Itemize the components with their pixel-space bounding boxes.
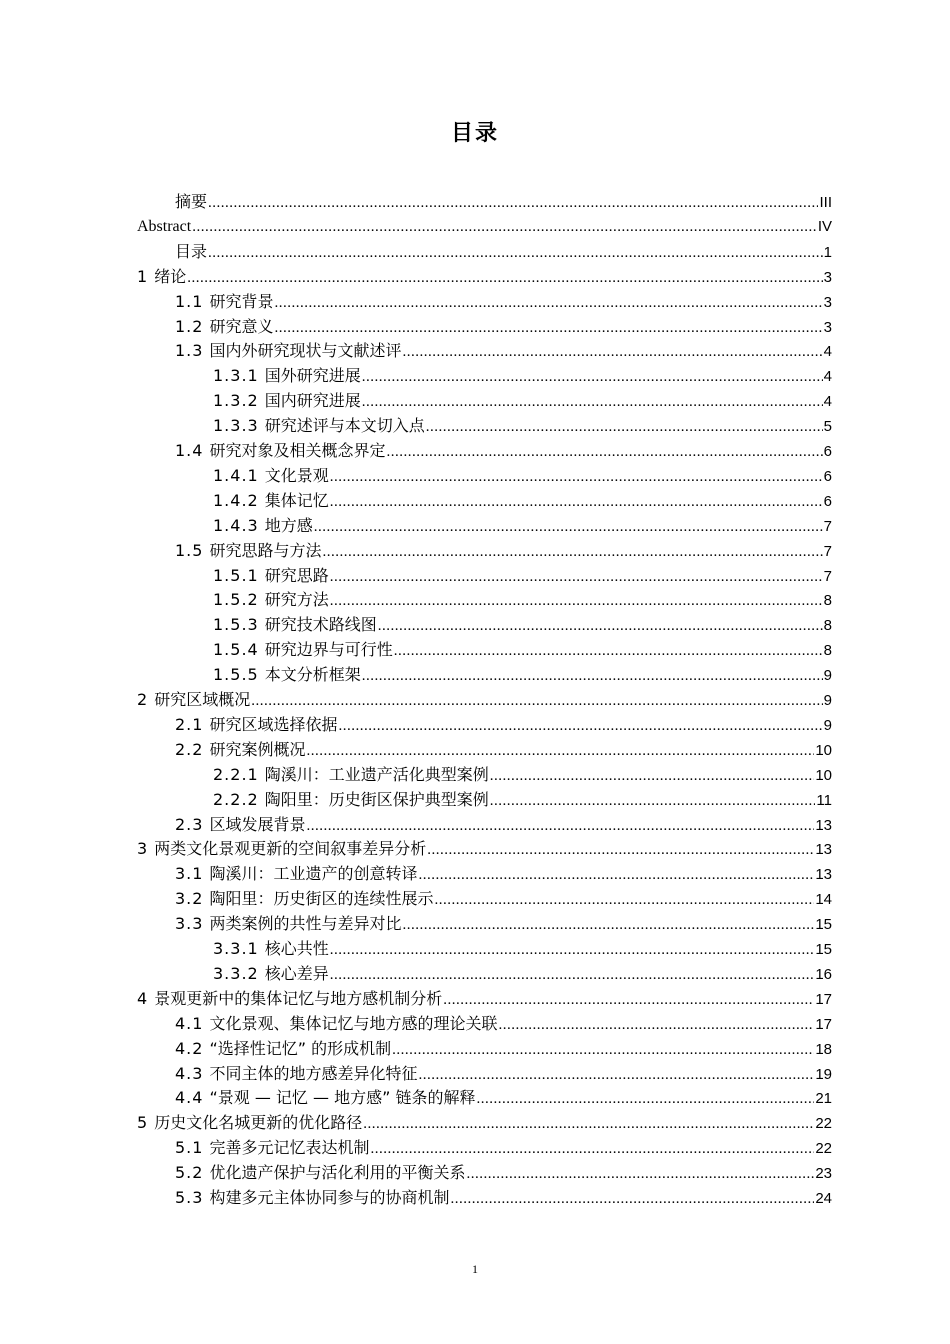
toc-entry[interactable] — [213, 564, 832, 588]
toc-entry-title: 本文分析框架 — [264, 665, 361, 685]
dot-leader — [490, 764, 815, 788]
toc-entry-number: 1.4 — [175, 441, 204, 460]
toc-entry-number: 2.2 — [175, 739, 204, 759]
dot-leader — [418, 1063, 814, 1087]
toc-entry-number: 1.5.3 — [213, 615, 259, 635]
toc-entry-page: 13 — [815, 841, 832, 859]
toc-entry[interactable] — [175, 1012, 832, 1036]
toc-entry-page: 22 — [815, 1140, 832, 1158]
toc-entry-page: III — [819, 194, 832, 211]
toc-entry[interactable] — [213, 638, 832, 662]
toc-entry-title: 研究意义 — [209, 316, 274, 336]
toc-entry-page: 14 — [815, 891, 832, 909]
toc-entry[interactable] — [175, 539, 832, 563]
toc-entry-number: 1.4.3 — [213, 515, 259, 535]
dot-leader — [362, 664, 823, 688]
dot-leader — [330, 938, 815, 962]
toc-entry[interactable] — [137, 215, 832, 239]
dot-leader — [476, 1087, 814, 1111]
toc-entry-page: 3 — [823, 293, 832, 311]
toc-entry[interactable] — [213, 464, 832, 488]
dot-leader — [330, 963, 815, 987]
toc-entry-page: 15 — [815, 916, 832, 934]
dot-leader — [330, 565, 823, 589]
toc-entry-page: 3 — [823, 268, 832, 286]
toc-entry-page: 7 — [823, 542, 832, 560]
toc-entry-number: 4.2 — [175, 1038, 204, 1058]
toc-entry-number: 1.5.2 — [213, 590, 259, 610]
toc-entry-title: 研究技术路线图 — [264, 615, 377, 635]
toc-entry-number: 2.2.1 — [213, 764, 259, 784]
toc-entry-title: 研究案例概况 — [209, 739, 306, 759]
toc-entry-title: 研究区域选择依据 — [209, 714, 338, 734]
toc-entry-number: 1.5.4 — [213, 640, 259, 660]
toc-entry-page: 22 — [815, 1115, 832, 1133]
toc-entry[interactable] — [213, 613, 832, 637]
toc-entry-number: 3.3 — [175, 914, 204, 934]
toc-entry-title: 绪论 — [154, 266, 187, 286]
toc-entry[interactable] — [213, 489, 832, 513]
toc-entry[interactable] — [175, 339, 832, 363]
toc-entry-number: 1.3.1 — [213, 366, 259, 386]
toc-entry-title: Abstract — [137, 217, 192, 235]
toc-entry-number: 4.1 — [175, 1013, 204, 1033]
toc-entry-page: 9 — [823, 667, 832, 685]
toc-entry-number: 1.4.2 — [213, 490, 259, 510]
toc-entry-number: 1 — [137, 266, 149, 286]
toc-entry[interactable] — [137, 688, 832, 712]
dot-leader — [192, 215, 817, 239]
toc-entry[interactable] — [175, 1086, 832, 1110]
toc-entry[interactable] — [213, 962, 832, 986]
dot-leader — [330, 490, 823, 514]
toc-entry[interactable] — [213, 588, 832, 612]
dot-leader — [443, 988, 814, 1012]
toc-entry-page: 18 — [815, 1040, 832, 1058]
toc-entry[interactable] — [175, 439, 832, 463]
toc-entry-title: 国内外研究现状与文献述评 — [209, 341, 402, 361]
toc-entry-number: 2.3 — [175, 814, 204, 834]
dot-leader — [378, 614, 823, 638]
toc-entry-title: 国外研究进展 — [264, 366, 361, 386]
toc-entry-title: 文化景观 — [264, 465, 329, 485]
toc-entry-number: 1.5 — [175, 540, 204, 560]
toc-entry-title: 核心差异 — [264, 963, 329, 983]
toc-entry[interactable] — [213, 763, 832, 787]
toc-entry-page: 9 — [823, 716, 832, 734]
toc-entry-title: 构建多元主体协同参与的协商机制 — [209, 1188, 450, 1207]
toc-entry-title: 集体记忆 — [264, 490, 329, 510]
toc-entry[interactable] — [175, 1161, 832, 1185]
dot-leader — [450, 1187, 814, 1211]
toc-entry-page: 13 — [815, 866, 832, 884]
toc-entry-title: 研究区域概况 — [154, 690, 251, 709]
toc-entry-title: 两类文化景观更新的空间叙事差异分析 — [154, 839, 427, 859]
dot-leader — [330, 589, 823, 613]
toc-entry-number: 3.2 — [175, 889, 204, 909]
toc-entry-title: 陶阳里：历史街区的连续性展示 — [209, 889, 434, 909]
dot-leader — [322, 540, 822, 564]
toc-entry-number: 1.5.1 — [213, 565, 259, 585]
toc-entry[interactable] — [175, 813, 832, 837]
dot-leader — [490, 789, 816, 813]
dot-leader — [363, 1112, 814, 1136]
toc-entry-page: IV — [817, 217, 832, 235]
toc-entry-title: 核心共性 — [264, 939, 329, 958]
toc-entry-number: 4.4 — [175, 1088, 204, 1108]
toc-entry-page: 19 — [815, 1065, 832, 1083]
toc-entry[interactable] — [175, 887, 832, 911]
toc-entry-page: 1 — [823, 243, 832, 261]
toc-entry-page: 15 — [815, 941, 832, 958]
toc-entry-number: 1.1 — [175, 291, 204, 311]
dot-leader — [187, 266, 822, 290]
toc-entry-title: 景观更新中的集体记忆与地方感机制分析 — [154, 988, 443, 1008]
toc-entry-number: 3.3.2 — [213, 963, 259, 983]
toc-entry-page: 8 — [823, 617, 832, 635]
page-number: 1 — [472, 1262, 478, 1276]
toc-entry-number: 2 — [137, 690, 149, 709]
toc-entry-number: 2.1 — [175, 714, 204, 734]
toc-entry-page: 4 — [823, 368, 832, 386]
dot-leader — [251, 689, 822, 713]
toc-entry-title: 区域发展背景 — [209, 814, 306, 834]
toc-entry-page: 5 — [823, 418, 832, 436]
toc-entry-page: 6 — [823, 467, 832, 485]
toc-entry-title: 研究思路 — [264, 565, 329, 585]
toc-entry-page: 8 — [823, 592, 832, 610]
toc-entry-number: 1.5.5 — [213, 665, 259, 685]
toc-entry-page: 3 — [823, 318, 832, 336]
dot-leader — [274, 291, 822, 315]
toc-entry[interactable] — [213, 937, 832, 961]
toc-entry-title: 陶阳里：历史街区保护典型案例 — [264, 789, 489, 809]
toc-entry-page: 7 — [823, 567, 832, 585]
toc-entry-page: 9 — [823, 692, 832, 709]
toc-entry-title: “景观 — 记忆 — 地方感” 链条的解释 — [209, 1088, 476, 1108]
dot-leader — [370, 1137, 814, 1161]
toc-entry-page: 21 — [815, 1090, 832, 1108]
dot-leader — [466, 1162, 814, 1186]
toc-entry-title: 地方感 — [264, 515, 313, 535]
toc-entry-page: 16 — [815, 965, 832, 983]
page-title: 目录 — [450, 121, 499, 146]
toc-entry-number: 5.1 — [175, 1138, 204, 1158]
toc-entry-number: 5.2 — [175, 1163, 204, 1183]
dot-leader — [314, 515, 823, 539]
toc-entry-title: 研究思路与方法 — [209, 540, 322, 560]
toc-entry-number: 4.3 — [175, 1063, 204, 1083]
toc-entry-page: 23 — [815, 1165, 832, 1183]
dot-leader — [362, 365, 823, 389]
toc-entry-title: “选择性记忆” 的形成机制 — [209, 1038, 392, 1058]
dot-leader — [306, 739, 814, 763]
toc-entry-page: 4 — [823, 343, 832, 361]
dot-leader — [208, 241, 823, 265]
toc-entry[interactable] — [175, 862, 832, 886]
toc-entry-title: 两类案例的共性与差异对比 — [209, 914, 402, 934]
toc-entry-page: 7 — [823, 517, 832, 535]
toc-entry[interactable] — [137, 837, 832, 861]
toc-entry[interactable] — [213, 389, 832, 413]
dot-leader — [498, 1013, 814, 1037]
toc-entry-title: 不同主体的地方感差异化特征 — [209, 1063, 418, 1083]
dot-leader — [418, 863, 814, 887]
toc-entry-title: 完善多元记忆表达机制 — [209, 1138, 370, 1158]
dot-leader — [402, 913, 814, 937]
toc-entry-title: 历史文化名城更新的优化路径 — [154, 1113, 363, 1133]
dot-leader — [427, 838, 814, 862]
toc-entry-page: 10 — [815, 741, 832, 759]
dot-leader — [306, 814, 814, 838]
toc-entry[interactable] — [213, 788, 832, 812]
toc-entry-number: 1.3.2 — [213, 391, 259, 411]
toc-entry-page: 24 — [815, 1190, 832, 1207]
toc-entry[interactable] — [175, 240, 832, 264]
toc-entry-number: 5 — [137, 1113, 149, 1133]
toc-entry-title: 研究方法 — [264, 590, 329, 610]
toc-entry-page: 6 — [823, 443, 832, 460]
toc-entry[interactable] — [175, 1037, 832, 1061]
toc-entry[interactable] — [175, 713, 832, 737]
toc-entry[interactable] — [175, 1136, 832, 1160]
toc-entry-title: 目录 — [175, 241, 208, 261]
toc-entry-title: 文化景观、集体记忆与地方感的理论关联 — [209, 1013, 498, 1033]
toc-entry-title: 陶溪川：工业遗产活化典型案例 — [264, 764, 489, 784]
toc-entry[interactable] — [137, 265, 832, 289]
toc-entry[interactable] — [213, 364, 832, 388]
toc-entry-title: 研究对象及相关概念界定 — [209, 441, 386, 460]
toc-entry[interactable] — [175, 290, 832, 314]
toc-entry[interactable] — [175, 190, 832, 214]
toc-entry[interactable] — [213, 514, 832, 538]
toc-entry-number: 2.2.2 — [213, 789, 259, 809]
toc-entry-number: 3.1 — [175, 864, 204, 884]
dot-leader — [434, 888, 814, 912]
toc-entry[interactable] — [213, 663, 832, 687]
toc-entry-page: 17 — [815, 990, 832, 1008]
toc-entry-page: 4 — [823, 393, 832, 411]
toc-entry-page: 8 — [823, 642, 832, 660]
toc-entry-title: 研究边界与可行性 — [264, 640, 393, 660]
toc-entry-title: 优化遗产保护与活化利用的平衡关系 — [209, 1163, 466, 1183]
toc-entry-title: 研究背景 — [209, 291, 274, 311]
dot-leader — [338, 714, 822, 738]
toc-entry-page: 6 — [823, 492, 832, 510]
dot-leader — [394, 639, 823, 663]
toc-entry[interactable] — [175, 315, 832, 339]
toc-entry-page: 10 — [815, 766, 832, 784]
toc-entry[interactable] — [137, 987, 832, 1011]
toc-entry-page: 17 — [815, 1015, 832, 1033]
dot-leader — [402, 340, 822, 364]
dot-leader — [392, 1038, 814, 1062]
toc-entry[interactable] — [175, 1062, 832, 1086]
toc-entry[interactable] — [175, 912, 832, 936]
toc-entry[interactable] — [137, 1111, 832, 1135]
toc-entry-title: 陶溪川：工业遗产的创意转译 — [209, 864, 418, 884]
toc-entry-number: 3.3.1 — [213, 939, 259, 958]
toc-entry-number: 1.2 — [175, 316, 204, 336]
toc-entry[interactable] — [213, 414, 832, 438]
dot-leader — [274, 316, 822, 340]
toc-entry-number: 3 — [137, 839, 149, 859]
toc-entry-number: 1.4.1 — [213, 465, 259, 485]
dot-leader — [426, 415, 823, 439]
toc-entry-number: 4 — [137, 988, 149, 1008]
dot-leader — [330, 465, 823, 489]
toc-entry-page: 11 — [816, 791, 832, 809]
toc-entry-title: 研究述评与本文切入点 — [264, 416, 425, 436]
dot-leader — [362, 390, 823, 414]
toc-entry-title: 摘要 — [175, 192, 208, 211]
toc-entry[interactable] — [175, 738, 832, 762]
toc-entry-number: 1.3.3 — [213, 416, 259, 436]
dot-leader — [386, 440, 822, 464]
toc-entry-number: 5.3 — [175, 1188, 204, 1207]
toc-entry[interactable] — [175, 1186, 832, 1210]
dot-leader — [208, 191, 818, 215]
toc-entry-title: 国内研究进展 — [264, 391, 361, 411]
toc-entry-page: 13 — [815, 816, 832, 834]
toc-entry-number: 1.3 — [175, 341, 204, 361]
